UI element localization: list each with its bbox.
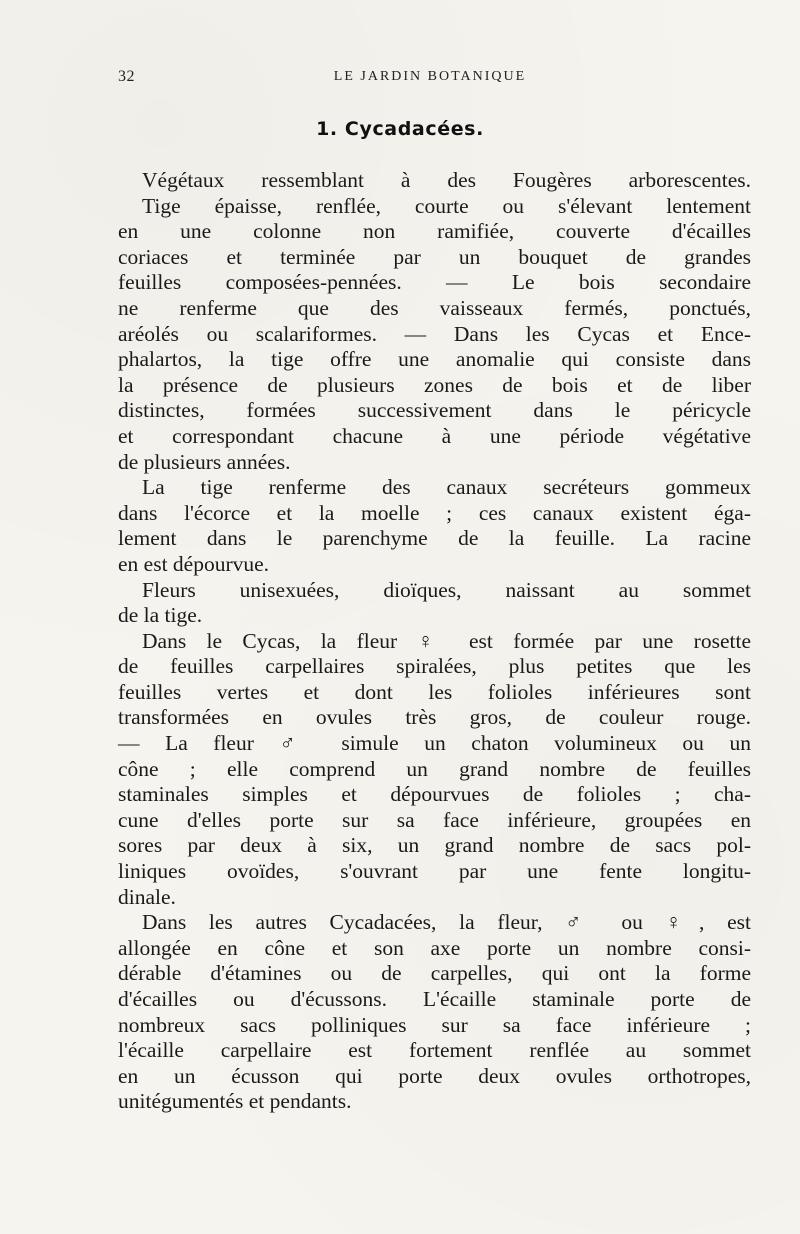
section-heading: 1. Cycadacées. bbox=[316, 118, 484, 140]
text-line: dans l'écorce et la moelle ; ces canaux existent éga- bbox=[118, 500, 751, 525]
text-line: sores par deux à six, un grand nombre de sacs pol- bbox=[118, 833, 751, 858]
text-line: phalartos, la tige offre une anomalie qui consiste dans bbox=[118, 347, 751, 372]
text-line: cune d'elles porte sur sa face inférieure, groupées en bbox=[118, 807, 751, 832]
text-line: transformées en ovules très gros, de couleur rouge. bbox=[118, 705, 751, 730]
text-line: Fleurs unisexuées, dioïques, naissant au sommet bbox=[142, 577, 751, 602]
text-line: Dans le Cycas, la fleur ♀ est formée par une rosette bbox=[142, 628, 751, 653]
text-line: de feuilles carpellaires spiralées, plus petites que les bbox=[118, 654, 751, 679]
text-line: Dans les autres Cycadacées, la fleur, ♂ ou ♀, est bbox=[142, 910, 751, 935]
text-line: de la tige. bbox=[118, 603, 203, 628]
text-line: lement dans le parenchyme de la feuille. La racine bbox=[118, 526, 751, 551]
text-line: en un écusson qui porte deux ovules orthotropes, bbox=[118, 1063, 751, 1088]
text-line: de plusieurs années. bbox=[118, 449, 291, 474]
text-line: l'écaille carpellaire est fortement renflée au sommet bbox=[118, 1038, 751, 1063]
text-line: allongée en cône et son axe porte un nombre consi- bbox=[118, 935, 751, 960]
running-title: LE JARDIN BOTANIQUE bbox=[333, 69, 527, 84]
text-line: coriaces et terminée par un bouquet de grandes bbox=[118, 244, 751, 269]
text-line: Végétaux ressemblant à des Fougères arborescentes. bbox=[142, 168, 751, 192]
running-header bbox=[118, 66, 742, 88]
text-line: en est dépourvue. bbox=[118, 551, 270, 576]
text-line: cône ; elle comprend un grand nombre de feuilles bbox=[118, 756, 751, 781]
body-text bbox=[118, 168, 751, 1115]
text-line: distinctes, formées successivement dans le péricycle bbox=[118, 398, 751, 423]
text-line: nombreux sacs polliniques sur sa face inférieure ; bbox=[118, 1012, 751, 1037]
text-line: — La fleur ♂ simule un chaton volumineux ou un bbox=[118, 731, 751, 756]
page-number: 32 bbox=[118, 68, 135, 85]
text-line: d'écailles ou d'écussons. L'écaille staminale porte de bbox=[118, 987, 751, 1011]
text-line: liniques ovoïdes, s'ouvrant par une fente longitu- bbox=[118, 859, 751, 884]
text-line: Tige épaisse, renflée, courte ou s'élevant lentement bbox=[142, 193, 751, 218]
text-line: La tige renferme des canaux secréteurs gommeux bbox=[142, 475, 751, 500]
text-line: ne renferme que des vaisseaux fermés, ponctués, bbox=[118, 295, 751, 320]
text-line: dinale. bbox=[118, 884, 176, 909]
text-line: aréolés ou scalariformes. — Dans les Cycas et Ence- bbox=[118, 321, 751, 346]
text-line: la présence de plusieurs zones de bois et de liber bbox=[118, 372, 751, 397]
text-line: unitégumentés et pendants. bbox=[118, 1089, 352, 1114]
text-line: staminales simples et dépourvues de folioles ; cha- bbox=[118, 782, 751, 807]
text-line: en une colonne non ramifiée, couverte d'écailles bbox=[118, 219, 751, 244]
text-line: feuilles composées-pennées. — Le bois secondaire bbox=[118, 270, 751, 295]
text-line: feuilles vertes et dont les folioles inférieures sont bbox=[118, 679, 751, 704]
text-line: dérable d'étamines ou de carpelles, qui ont la forme bbox=[118, 961, 751, 986]
text-line: et correspondant chacune à une période végétative bbox=[118, 423, 751, 448]
